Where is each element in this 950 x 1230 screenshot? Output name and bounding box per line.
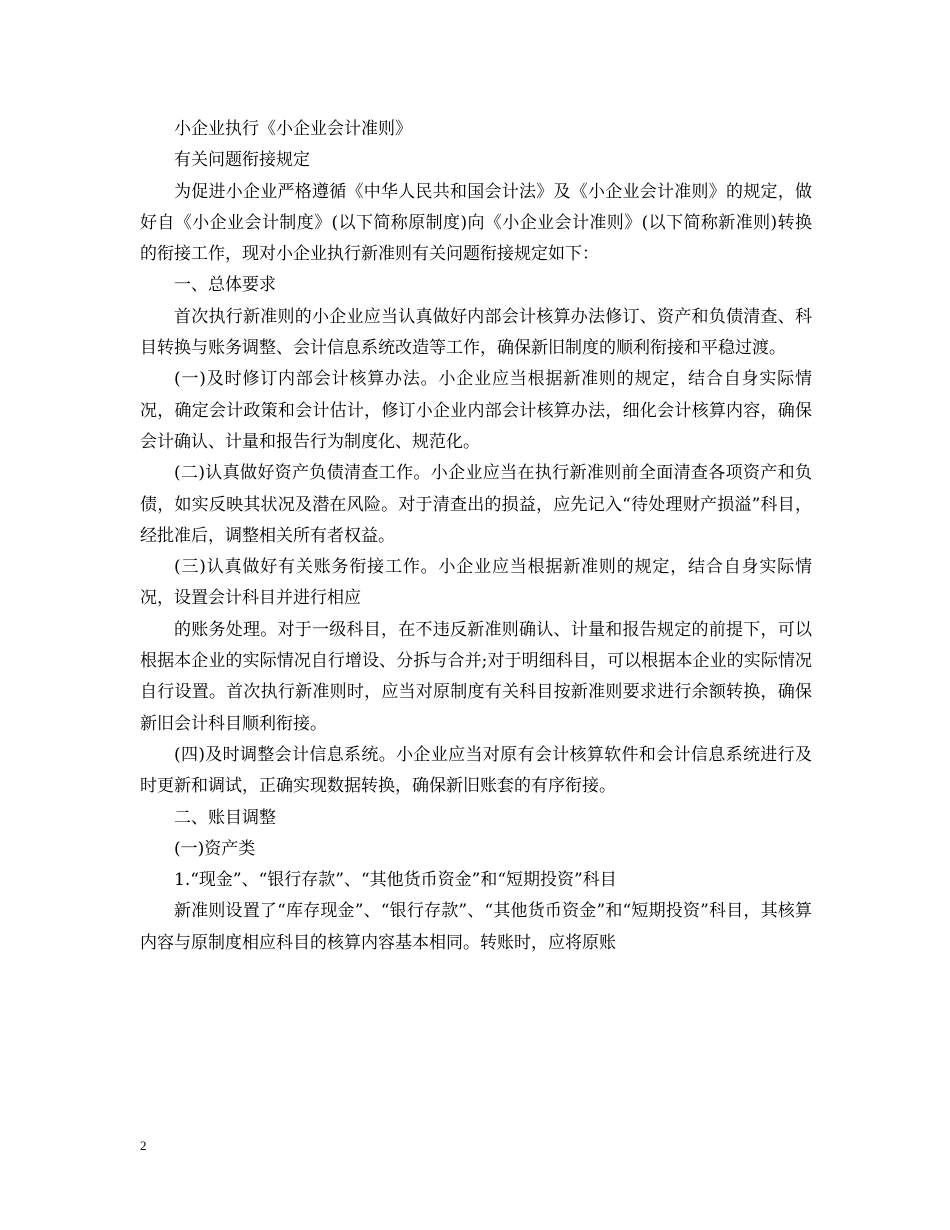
intro-paragraph: 为促进小企业严格遵循《中华人民共和国会计法》及《小企业会计准则》的规定，做好自《小企业会计制度》(以下简称原制度)向《小企业会计准则》(以下简称新准则)转换的衔接工作，现对小企业执行新准则有关问题衔接规定如下：	[140, 181, 812, 265]
section-heading-account-adjustment: 二、账目调整	[174, 807, 276, 828]
cash-accounts-paragraph: 新准则设置了“库存现金”、“银行存款”、“其他货币资金”和“短期投资”科目，其核算内容与原制度相应科目的核算内容基本相同。转账时，应将原账	[140, 901, 812, 953]
page-number: 2	[140, 1138, 147, 1153]
general-requirements-paragraph: 首次执行新准则的小企业应当认真做好内部会计核算办法修订、资产和负债清查、科目转换与账务调整、会计信息系统改造等工作，确保新旧制度的顺利衔接和平稳过渡。	[140, 306, 812, 359]
item-1-paragraph: (一)及时修订内部会计核算办法。小企业应当根据新准则的规定，结合自身实际情况，确定会计政策和会计估计，修订小企业内部会计核算办法，细化会计核算内容，确保会计确认、计量和报告行为制度化、规范化。	[140, 369, 812, 452]
item-3-continuation-paragraph: 的账务处理。对于一级科目，在不违反新准则确认、计量和报告规定的前提下，可以根据本企业的实际情况自行增设、分拆与合并;对于明细科目，可以根据本企业的实际情况自行设置。首次执行新准则时，应当对原制度有关科目按新准则要求进行余额转换，确保新旧会计科目顺利衔接。	[140, 619, 812, 734]
item-3-paragraph: (三)认真做好有关账务衔接工作。小企业应当根据新准则的规定，结合自身实际情况，设置会计科目并进行相应	[140, 557, 812, 609]
document-body	[140, 114, 812, 959]
item-2-paragraph: (二)认真做好资产负债清查工作。小企业应当在执行新准则前全面清查各项资产和负债，如实反映其状况及潜在风险。对于清查出的损益，应先记入“待处理财产损溢”科目，经批准后，调整相关所有者权益。	[140, 463, 812, 546]
document-title-line-2: 有关问题衔接规定	[174, 150, 310, 171]
item-4-paragraph: (四)及时调整会计信息系统。小企业应当对原有会计核算软件和会计信息系统进行及时更新和调试，正确实现数据转换，确保新旧账套的有序衔接。	[140, 744, 812, 797]
document-title-line-1: 小企业执行《小企业会计准则》	[174, 119, 412, 139]
section-heading-general-requirements: 一、总体要求	[174, 275, 276, 296]
subsection-heading-assets: (一)资产类	[174, 838, 256, 859]
subitem-heading-cash-accounts: 1.“现金”、“银行存款”、“其他货币资金”和“短期投资”科目	[174, 870, 617, 891]
